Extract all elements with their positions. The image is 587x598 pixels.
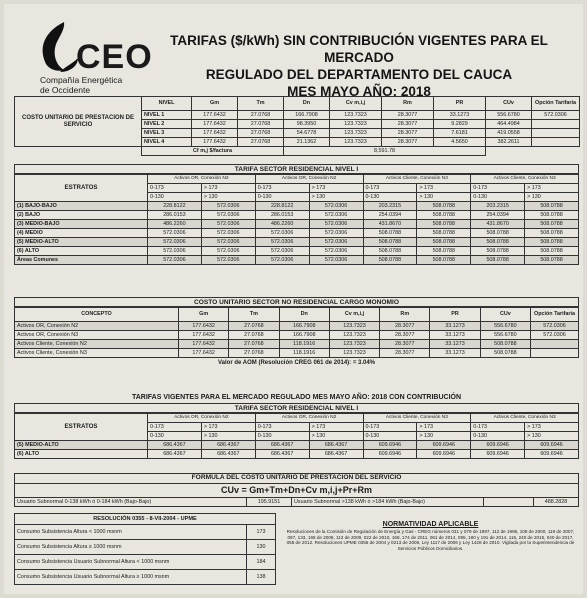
table-cell: (6) ALTO (15, 247, 148, 256)
cf-row (15, 147, 580, 156)
table-cell: 123.7323 (330, 129, 382, 138)
subnormal-1-label: Usuario Subnormal 0-138 kWh ó 0-184 kWh (Bajo-Bajo) (15, 498, 247, 507)
nr-header: PR (430, 308, 480, 322)
table-cell: 118.1916 (279, 340, 329, 349)
range-top: > 173 (417, 184, 471, 193)
table-cell: 28.3077 (380, 322, 430, 331)
cu-header: Dn (284, 97, 330, 111)
table-cell (532, 120, 580, 129)
range-top: 0-173 (471, 184, 525, 193)
table-cell: 27.0768 (229, 340, 279, 349)
table-cell: 431.8670 (363, 220, 417, 229)
table-cell: 686.4367 (309, 450, 363, 459)
range-top: > 173 (525, 423, 579, 432)
table-cell: 27.0768 (238, 129, 284, 138)
table-cell: 556.6780 (480, 322, 530, 331)
table-cell: 166.7908 (279, 322, 329, 331)
table-cell: 508.0788 (417, 202, 471, 211)
table-cell: 130 (247, 540, 276, 555)
table-cell: 54.6778 (284, 129, 330, 138)
table-cell: 166.7908 (279, 331, 329, 340)
table-cell: 572.0306 (148, 238, 202, 247)
table-row (15, 450, 579, 459)
range-top: 0-173 (471, 423, 525, 432)
table-cell: 572.0306 (148, 247, 202, 256)
table-cell: 184 (247, 555, 276, 570)
table-cell: 572.0306 (531, 322, 579, 331)
table-cell: 686.4367 (255, 441, 309, 450)
cu-table-block (14, 96, 579, 156)
table-cell: 33.1273 (430, 331, 480, 340)
table-cell: 686.4367 (201, 450, 255, 459)
table-cell: 177.6432 (192, 111, 238, 120)
table-cell: 9.2829 (434, 120, 486, 129)
range-bottom: > 130 (417, 432, 471, 441)
group-header: Activos Cliente, Conexión N3 (471, 414, 579, 423)
table-cell: 27.0768 (238, 138, 284, 147)
table-cell: 572.0306 (309, 211, 363, 220)
table-cell: 572.0306 (201, 229, 255, 238)
no-residencial-block (14, 297, 579, 368)
nr-header: Opción Tarifaria (531, 308, 579, 322)
table-cell: 686.4367 (148, 441, 202, 450)
table-cell: 572.0306 (531, 331, 579, 340)
range-bottom: > 130 (525, 432, 579, 441)
table-cell: 27.0768 (229, 349, 279, 358)
table-cell: 27.0768 (229, 331, 279, 340)
cu-header: Rm (382, 97, 434, 111)
subnormal-1-value: 195.9151 (247, 498, 292, 507)
table-cell: 609.6946 (471, 441, 525, 450)
table-cell: 228.8122 (148, 202, 202, 211)
table-cell: (2) BAJO (15, 211, 148, 220)
table-cell: 609.6946 (417, 450, 471, 459)
table-cell: 572.0306 (309, 202, 363, 211)
table-cell: 508.0788 (363, 229, 417, 238)
table-cell: 177.6432 (192, 129, 238, 138)
table-cell: 123.7323 (329, 349, 379, 358)
cu-header: Tm (238, 97, 284, 111)
nr-header: Rm (380, 308, 430, 322)
table-cell: 254.0394 (363, 211, 417, 220)
table-row (15, 349, 579, 358)
table-cell: 486.2260 (255, 220, 309, 229)
group-header: Activos Cliente, Conexión N3 (363, 414, 471, 423)
logo-subtitle-line-1: Compañía Energética (40, 75, 123, 85)
table-cell: (4) MEDIO (15, 229, 148, 238)
table-cell: 508.0788 (363, 238, 417, 247)
table-cell: 572.0306 (255, 247, 309, 256)
no-residencial-table (14, 307, 579, 358)
table-cell: 7.6181 (434, 129, 486, 138)
nr-header: Cv m,i,j (329, 308, 379, 322)
table-cell: 286.0153 (148, 211, 202, 220)
cf-label: Cf m,j $/factura (142, 147, 284, 156)
cu-header: Opción Tarifaria (532, 97, 580, 111)
section-title: TARIFA SECTOR RESIDENCIAL NIVEL I (14, 164, 579, 174)
table-cell: 609.6946 (525, 450, 579, 459)
page-title (144, 32, 574, 100)
range-top: > 173 (309, 423, 363, 432)
table-cell: 508.0788 (525, 256, 579, 265)
table-cell: 508.0788 (417, 211, 471, 220)
range-top: 0-173 (148, 423, 202, 432)
table-cell: 508.0788 (471, 238, 525, 247)
table-cell: 382.2611 (486, 138, 532, 147)
con-contribucion-block (14, 392, 579, 459)
group-header: Activos OR, Conexión N2 (148, 175, 256, 184)
group-header: Activos Cliente, Conexión N3 (363, 175, 471, 184)
table-row (15, 340, 579, 349)
table-cell: 27.0768 (229, 322, 279, 331)
range-bottom: 0-130 (148, 193, 202, 202)
title-line-3: MES MAYO AÑO: 2018 (287, 84, 431, 99)
table-cell: 686.4367 (201, 441, 255, 450)
table-row (15, 202, 579, 211)
cu-row-label: COSTO UNITARIO DE PRESTACION DE SERVICIO (15, 97, 142, 147)
table-cell: 166.7908 (284, 111, 330, 120)
table-cell: (1) BAJO-BAJO (15, 202, 148, 211)
title-line-2: REGULADO DEL DEPARTAMENTO DEL CAUCA (205, 67, 513, 82)
table-cell: 686.4367 (255, 450, 309, 459)
range-top: > 173 (309, 184, 363, 193)
section-title: TARIFAS VIGENTES PARA EL MERCADO REGULADO MES MAYO AÑO: 2018 CON CONTRIBUCIÓN (131, 394, 462, 401)
table-cell: 203.2315 (363, 202, 417, 211)
table-cell: 572.0306 (148, 256, 202, 265)
table-cell: 508.0788 (525, 247, 579, 256)
table-cell: 28.3077 (382, 129, 434, 138)
subsistencia-table (14, 513, 276, 585)
section-subtitle: TARIFA SECTOR RESIDENCIAL NIVEL I (14, 403, 579, 413)
table-cell: 508.0788 (417, 247, 471, 256)
range-bottom: > 130 (417, 193, 471, 202)
table-cell: 254.0394 (471, 211, 525, 220)
table-cell: 572.0306 (532, 111, 580, 120)
cu-header: CUv (486, 97, 532, 111)
formula-table (14, 473, 579, 507)
cu-header: Gm (192, 97, 238, 111)
table-cell: 556.6780 (486, 111, 532, 120)
table-cell: 28.3077 (382, 111, 434, 120)
table-cell: 508.0788 (525, 211, 579, 220)
table-cell: Activos Cliente, Conexión N2 (15, 340, 179, 349)
table-cell: 508.0788 (525, 220, 579, 229)
table-row (15, 256, 579, 265)
normatividad (282, 521, 579, 552)
table-cell: 572.0306 (309, 256, 363, 265)
normatividad-text: Resoluciones de la Comisión de Regulación de Energía y Gas - CREG números 031 y 079 de 1997, 112 de 1996, 108 de 2000, 119 de 2007, 097, 133, 168 de 2008, 113 de 2009, 022 de 2010, 168, 174 de 2011, 061 de 2014, 095, 180 y 191 de 2014, 116, 240 de 2015, 040 de 2017, 058 de 2012. Resoluciones UPME 0355 de 2004 y 0213 de 2006, Ley 1117 de 2006 y Ley 1428 de 2010. Vigilada por la Superintendencia de Servicios Públicos Domiciliarios. (286, 529, 575, 551)
table-cell: 508.0788 (417, 238, 471, 247)
table-cell: 508.0788 (363, 256, 417, 265)
table-cell: Áreas Comunes (15, 256, 148, 265)
table-cell: 33.1273 (430, 349, 480, 358)
logo-wordmark: CEO (76, 38, 153, 76)
cu-header: NIVEL (142, 97, 192, 111)
con-contribucion-table (14, 413, 579, 459)
table-cell: 28.3077 (380, 349, 430, 358)
range-bottom: 0-130 (148, 432, 202, 441)
table-cell: 572.0306 (255, 229, 309, 238)
table-cell: 33.1273 (430, 322, 480, 331)
table-row (15, 220, 579, 229)
table-row (15, 322, 579, 331)
table-cell: Consumo Subsistencia Altura < 1000 msnm (15, 525, 247, 540)
table-cell: Consumo Subsistencia Altura ≥ 1000 msnm (15, 540, 247, 555)
nr-header: Gm (179, 308, 229, 322)
cf-value: 8,591.78 (284, 147, 486, 156)
range-top: > 173 (525, 184, 579, 193)
table-cell: 609.6946 (363, 441, 417, 450)
table-cell: 118.1916 (279, 349, 329, 358)
table-cell: 177.6432 (192, 120, 238, 129)
table-row (15, 238, 579, 247)
range-bottom: > 130 (309, 193, 363, 202)
subnormal-2-label: Usuario Subnormal >138 kWh ó >184 kWh (Bajo-Bajo) (292, 498, 484, 507)
table-cell: 572.0306 (201, 202, 255, 211)
logo-subtitle-line-2: de Occidente (40, 85, 91, 95)
range-bottom: 0-130 (471, 193, 525, 202)
table-cell: 508.0788 (471, 256, 525, 265)
table-cell: 572.0306 (255, 256, 309, 265)
group-header: Activos OR, Conexión N2 (148, 414, 256, 423)
range-bottom: 0-130 (255, 432, 309, 441)
table-cell: 123.7323 (330, 111, 382, 120)
table-row (15, 247, 579, 256)
table-cell: 138 (247, 570, 276, 585)
table-cell: 464.4984 (486, 120, 532, 129)
ceo-logo (34, 18, 153, 95)
formula-text: CUv = Gm+Tm+Dn+Cv m,i,j+Pr+Rm (15, 484, 579, 498)
table-cell: Activos OR, Conexión N2 (15, 322, 179, 331)
table-cell: 21.1362 (284, 138, 330, 147)
table-cell: NIVEL 1 (142, 111, 192, 120)
table-cell: 177.6432 (192, 138, 238, 147)
range-bottom: 0-130 (471, 432, 525, 441)
group-header: Activos OR, Conexión N2 (255, 175, 363, 184)
table-cell: 572.0306 (201, 211, 255, 220)
table-cell: 28.3077 (382, 120, 434, 129)
range-bottom: > 130 (201, 193, 255, 202)
estratos-label: ESTRATOS (15, 414, 148, 441)
table-cell: 27.0768 (238, 111, 284, 120)
estratos-label: ESTRATOS (15, 175, 148, 202)
table-cell (532, 129, 580, 138)
table-cell: 228.8122 (255, 202, 309, 211)
subnormal-2-value: 488.2828 (534, 498, 579, 507)
table-row (15, 570, 276, 585)
table-cell: 572.0306 (255, 238, 309, 247)
table-cell: 609.6946 (471, 450, 525, 459)
formula-block (14, 473, 579, 507)
table-cell: 572.0306 (201, 247, 255, 256)
subsistencia-title: RESOLUCIÓN 0355 - 8-VII-2004 - UPME (15, 514, 276, 525)
table-cell: Activos OR, Conexión N3 (15, 331, 179, 340)
table-cell: 123.7323 (329, 340, 379, 349)
tariff-notice (4, 4, 583, 594)
table-cell: 572.0306 (309, 229, 363, 238)
range-bottom: 0-130 (363, 193, 417, 202)
range-top: > 173 (201, 423, 255, 432)
table-cell: 123.7323 (330, 138, 382, 147)
table-cell: 686.4367 (148, 450, 202, 459)
table-cell: 508.0788 (480, 349, 530, 358)
table-cell: 508.0788 (525, 229, 579, 238)
table-cell (531, 349, 579, 358)
table-cell: (6) ALTO (15, 450, 148, 459)
table-cell: Activos Cliente, Conexión N3 (15, 349, 179, 358)
table-cell: 508.0788 (471, 229, 525, 238)
table-cell: NIVEL 2 (142, 120, 192, 129)
table-cell: 609.6946 (363, 450, 417, 459)
table-cell: Consumo Subsistencia Usuario Subnormal Altura ≥ 1000 msnm (15, 570, 247, 585)
table-cell: 177.6432 (179, 331, 229, 340)
table-cell: 431.8670 (471, 220, 525, 229)
nr-header: CUv (480, 308, 530, 322)
table-row (15, 331, 579, 340)
table-cell: 33.1273 (434, 111, 486, 120)
range-top: 0-173 (255, 423, 309, 432)
table-cell: 572.0306 (148, 229, 202, 238)
table-cell: (5) MEDIO-ALTO (15, 441, 148, 450)
normatividad-title: NORMATIVIDAD APLICABLE (382, 521, 479, 528)
range-top: 0-173 (363, 184, 417, 193)
table-cell: 27.0768 (238, 120, 284, 129)
table-row (15, 540, 276, 555)
range-top: > 173 (201, 184, 255, 193)
range-top: 0-173 (255, 184, 309, 193)
residencial-block (14, 164, 579, 265)
table-cell: 28.3077 (380, 340, 430, 349)
table-cell: 508.0788 (471, 247, 525, 256)
table-cell: 572.0306 (309, 247, 363, 256)
table-cell: 508.0788 (417, 256, 471, 265)
table-cell: 486.2260 (148, 220, 202, 229)
table-cell: 177.6432 (179, 322, 229, 331)
table-cell: 177.6432 (179, 340, 229, 349)
table-cell: 609.6946 (417, 441, 471, 450)
table-row (15, 525, 276, 540)
table-cell: 177.6432 (179, 349, 229, 358)
range-bottom: 0-130 (363, 432, 417, 441)
table-row (15, 229, 579, 238)
logo-subtitle (40, 75, 150, 95)
table-cell: 572.0306 (309, 238, 363, 247)
table-cell: Consumo Subsistencia Usuario Subnormal Altura < 1000 msnm (15, 555, 247, 570)
table-cell: 508.0788 (525, 202, 579, 211)
nr-header: CONCEPTO (15, 308, 179, 322)
group-header: Activos Cliente, Conexión N3 (471, 175, 579, 184)
table-row (15, 211, 579, 220)
table-cell: 508.0788 (480, 340, 530, 349)
table-cell: 419.0558 (486, 129, 532, 138)
table-cell (532, 138, 580, 147)
table-cell: NIVEL 3 (142, 129, 192, 138)
table-cell: 508.0788 (417, 220, 471, 229)
table-cell: 508.0788 (363, 247, 417, 256)
aom-note: Valor de AOM (Resolución CREG 061 de 2014): = 3.04% (218, 360, 375, 366)
table-cell (531, 340, 579, 349)
table-cell: 286.0153 (255, 211, 309, 220)
table-cell: (5) MEDIO-ALTO (15, 238, 148, 247)
range-top: > 173 (417, 423, 471, 432)
table-cell: (3) MEDIO-BAJO (15, 220, 148, 229)
table-cell: 572.0306 (201, 220, 255, 229)
range-top: 0-173 (148, 184, 202, 193)
range-bottom: > 130 (201, 432, 255, 441)
table-cell: 556.6780 (480, 331, 530, 340)
table-cell: 508.0788 (417, 229, 471, 238)
table-cell: 572.0306 (201, 238, 255, 247)
table-cell: 572.0306 (201, 256, 255, 265)
table-cell: 123.7323 (329, 331, 379, 340)
table-cell: NIVEL 4 (142, 138, 192, 147)
table-cell: 123.7323 (330, 120, 382, 129)
formula-title: FORMULA DEL COSTO UNITARIO DE PRESTACION DEL SERVICIO (15, 474, 579, 484)
range-bottom: 0-130 (255, 193, 309, 202)
table-cell: 572.0306 (309, 220, 363, 229)
range-top: 0-173 (363, 423, 417, 432)
residencial-rows (15, 202, 579, 265)
table-cell: 28.3077 (382, 138, 434, 147)
nr-header: Dn (279, 308, 329, 322)
table-cell: 686.4367 (309, 441, 363, 450)
table-cell: 123.7323 (329, 322, 379, 331)
residencial-table (14, 174, 579, 265)
title-line-1: TARIFAS ($/kWh) SIN CONTRIBUCIÓN VIGENTES PARA EL MERCADO (170, 33, 548, 65)
table-cell: 609.6946 (525, 441, 579, 450)
table-cell: 4.5650 (434, 138, 486, 147)
table-row (15, 441, 579, 450)
table-row (15, 555, 276, 570)
range-bottom: > 130 (525, 193, 579, 202)
group-header: Activos OR, Conexión N2 (255, 414, 363, 423)
section-title: COSTO UNITARIO SECTOR NO RESIDENCIAL CARGO MONOMIO (14, 297, 579, 307)
cu-table (14, 96, 580, 156)
cu-header: Cv m,i,j (330, 97, 382, 111)
table-cell: 173 (247, 525, 276, 540)
table-cell: 98.3950 (284, 120, 330, 129)
table-cell: 33.1273 (430, 340, 480, 349)
table-cell: 28.3077 (380, 331, 430, 340)
range-bottom: > 130 (309, 432, 363, 441)
table-cell: 203.2315 (471, 202, 525, 211)
nr-header: Tm (229, 308, 279, 322)
table-cell: 508.0788 (525, 238, 579, 247)
cu-header: PR (434, 97, 486, 111)
